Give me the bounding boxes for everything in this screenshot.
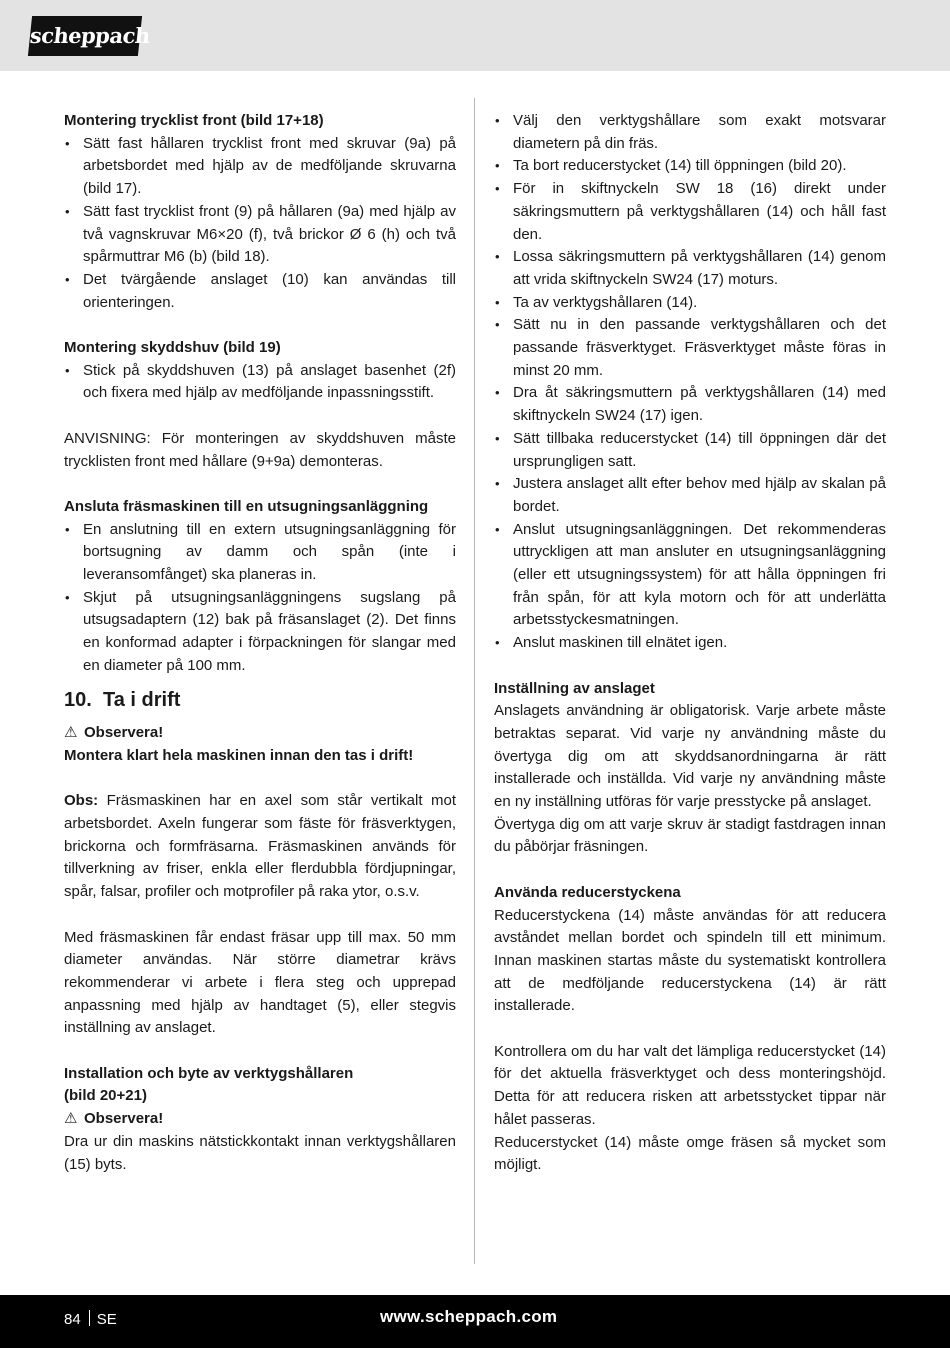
section-title-reducerstycken: Använda reducerstyckena bbox=[494, 883, 681, 901]
section-title-trycklist: Montering trycklist front (bild 17+18) bbox=[64, 112, 324, 129]
obs-paragraph bbox=[64, 790, 456, 904]
list-item: • Lossa säkringsmuttern på verktygshållaren (14) genom att vrida skiftnyckeln SW24 (17) moturs. bbox=[494, 246, 886, 291]
reducerstycken-paragraph: Reducerstyckena (14) måste användas för att reducera avståndet mellan bordet och spindeln till ett minimum. Innan maskinen startas måste du systematiskt kontrollera att de medföljande reducerstyckena (14) är rätt installerade. bbox=[494, 906, 886, 1015]
list-item: • Välj den verktygshållare som exakt motsvarar diametern på din fräs. bbox=[494, 110, 886, 155]
list-item: • En anslutning till en extern utsugningsanläggning för bortsugning av damm och spån (inte i leveransomfånget) ska planeras in. bbox=[64, 519, 456, 587]
list-item: • För in skiftnyckeln SW 18 (16) direkt under säkringsmuttern på verktygshållaren (14) och håll fast den. bbox=[494, 178, 886, 246]
verktygshallare-steps bbox=[494, 110, 886, 655]
right-column bbox=[494, 110, 886, 1177]
reducerstycken-paragraph-3: Reducerstycket (14) måste omge fräsen så mycket som möjligt. bbox=[494, 1133, 886, 1174]
chapter-title: Ta i drift bbox=[103, 688, 181, 711]
list-item: • Skjut på utsugningsanläggningens sugslang på utsugsadaptern (12) bak på fräsanslaget (2). Det finns en konformad adapter i förpackningen för slangar med en diameter på 100 mm. bbox=[64, 587, 456, 678]
list-item: • Anslut utsugningsanläggningen. Det rekommenderas uttryckligen att man ansluter en utsugningsanläggning (eller ett utsugningssystem) för att hålla öppningen fri från spån, för att kyla motorn och för att underlätta arbetsstyckesmatningen. bbox=[494, 519, 886, 633]
warning-heading-2 bbox=[64, 1108, 456, 1131]
list-item: • Sätt nu in den passande verktygshållaren och det passande fräsverktyget. Fräsverktyget måste föras in minst 20 mm. bbox=[494, 314, 886, 382]
column-divider bbox=[474, 98, 475, 1264]
warning-label: Observera! bbox=[84, 724, 164, 742]
list-item: • Sätt tillbaka reducerstycket (14) till öppningen där det ursprungligen satt. bbox=[494, 428, 886, 473]
chapter-heading bbox=[64, 689, 456, 712]
anslaget-paragraph-2: Övertyga dig om att varje skruv är stadigt fastdragen innan du påbörjar fräsningen. bbox=[494, 815, 886, 856]
list-item: • Stick på skyddshuven (13) på anslaget basenhet (2f) och fixera med hjälp av medföljande inpassningsstift. bbox=[64, 360, 456, 405]
section-title-verktygshallare-bild: (bild 20+21) bbox=[64, 1087, 147, 1105]
section-title-skyddshuv: Montering skyddshuv (bild 19) bbox=[64, 339, 281, 357]
unplug-instruction: Dra ur din maskins nätstickkontakt innan verktygshållaren (15) byts. bbox=[64, 1132, 456, 1173]
list-item: • Ta bort reducerstycket (14) till öppningen (bild 20). bbox=[494, 155, 886, 178]
list-item: • Sätt fast hållaren trycklist front med skruvar (9a) på arbetsbordet med hjälp av de medföljande skruvarna (bild 17). bbox=[64, 133, 456, 201]
scheppach-logo: scheppach bbox=[28, 16, 142, 56]
page-footer bbox=[0, 1295, 950, 1348]
chapter-number: 10. bbox=[64, 688, 92, 711]
section-title-anslaget: Inställning av anslaget bbox=[494, 679, 655, 697]
warning-text: Montera klart hela maskinen innan den tas i drift! bbox=[64, 746, 414, 764]
utsugning-steps bbox=[64, 519, 456, 678]
page-number-lang bbox=[64, 1309, 117, 1332]
diameter-paragraph: Med fräsmaskinen får endast fräsar upp till max. 50 mm diameter användas. När större diametrar krävs rekommenderar vi arbete i flera steg och upprepad anpassning med hjälp av handtaget (5), eller stegvis inställning av anslaget. bbox=[64, 928, 456, 1037]
trycklist-steps bbox=[64, 133, 456, 315]
website-url: www.scheppach.com bbox=[380, 1307, 558, 1326]
list-item: • Det tvärgående anslaget (10) kan användas till orienteringen. bbox=[64, 269, 456, 314]
anslaget-paragraph: Anslagets användning är obligatorisk. Varje arbete måste betraktas separat. Vid varje ny användning måste du övertyga dig om att skyddsanordningarna är rätt installerade och inställda. Vid varje ny användning måste en ny inställning utföras för varje presstycke på anslaget. bbox=[494, 702, 886, 811]
warning-heading bbox=[64, 722, 456, 745]
page-header bbox=[0, 0, 950, 71]
anvisning-note: ANVISNING: För monteringen av skyddshuven måste trycklisten front med hållare (9+9a) demonteras. bbox=[64, 429, 456, 470]
obs-label: Obs: bbox=[64, 792, 99, 810]
left-column bbox=[64, 110, 456, 1176]
page-number: 84 bbox=[64, 1311, 81, 1328]
warning-label: Observera! bbox=[84, 1110, 164, 1128]
skyddshuv-steps bbox=[64, 360, 456, 405]
warning-triangle-icon: ⚠ bbox=[64, 724, 78, 742]
obs-text: Fräsmaskinen har en axel som står vertikalt mot arbetsbordet. Axeln fungerar som fäste för fräsverktygen, brickorna och formfräsarna. Fräsmaskinen används för tillverkning av friser, enkla eller flerdubbla fördjupningar, spår, falsar, profiler och motprofiler på raka ytor, o.s.v. bbox=[64, 792, 456, 901]
list-item: • Dra åt säkringsmuttern på verktygshållaren (14) med skiftnyckeln SW24 (17) igen. bbox=[494, 382, 886, 427]
language-code: SE bbox=[96, 1311, 117, 1328]
warning-triangle-icon: ⚠ bbox=[64, 1110, 78, 1128]
list-item: • Justera anslaget allt efter behov med hjälp av skalan på bordet. bbox=[494, 473, 886, 518]
list-item: • Sätt fast trycklist front (9) på hållaren (9a) med hjälp av två vagnskruvar M6×20 (f), två brickor Ø 6 (h) och två spårmuttrar M6 (b) (bild 18). bbox=[64, 201, 456, 269]
footer-separator bbox=[89, 1310, 90, 1326]
list-item: • Ta av verktygshållaren (14). bbox=[494, 292, 886, 315]
reducerstycken-paragraph-2: Kontrollera om du har valt det lämpliga reducerstycket (14) för det aktuella fräsverktyget och dess monteringshöjd. Detta för att reducera risken att arbetsstycket tippar när hålet passeras. bbox=[494, 1042, 886, 1128]
section-title-utsugning: Ansluta fräsmaskinen till en utsugningsanläggning bbox=[64, 497, 429, 515]
list-item: • Anslut maskinen till elnätet igen. bbox=[494, 632, 886, 655]
section-title-verktygshallare: Installation och byte av verktygshållaren bbox=[64, 1064, 354, 1082]
